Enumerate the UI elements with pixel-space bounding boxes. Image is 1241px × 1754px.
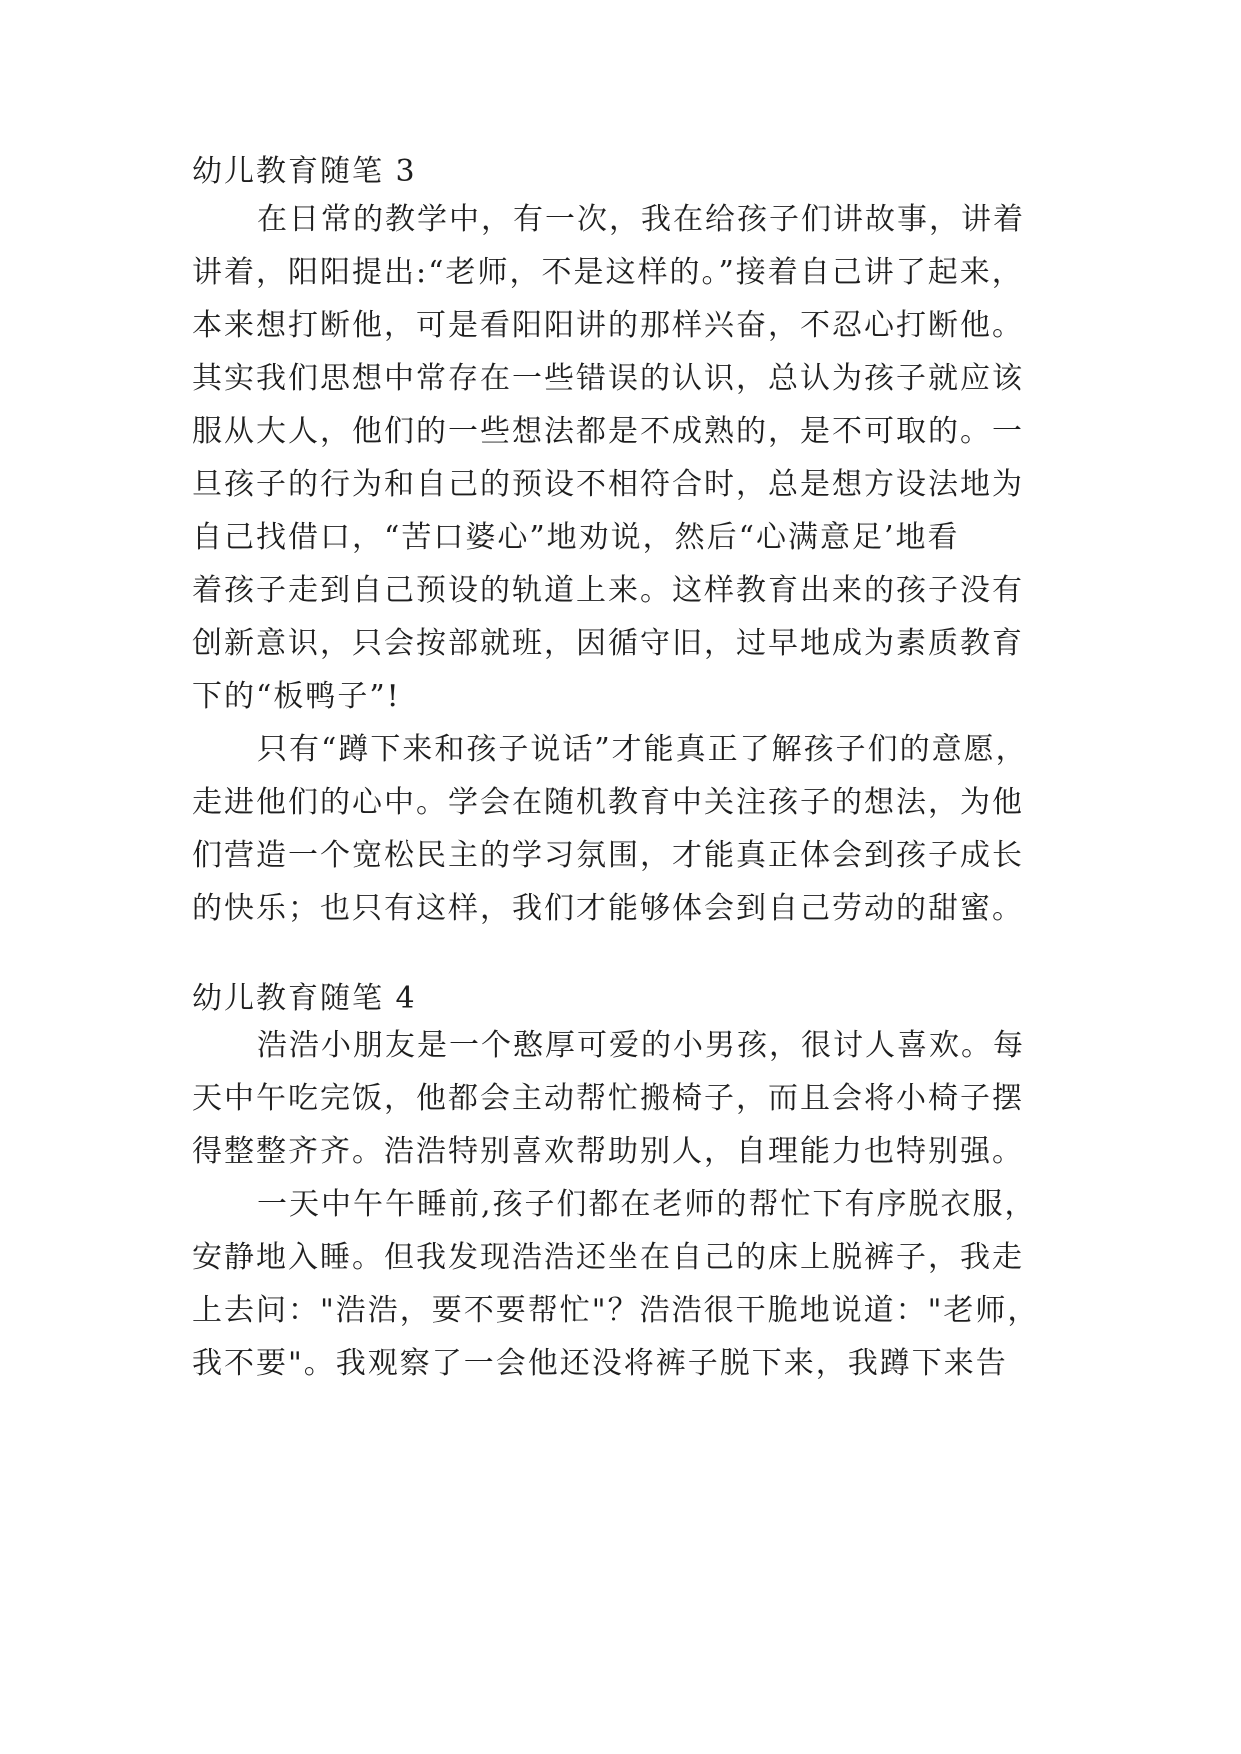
paragraph-line: 本来想打断他，可是看阳阳讲的那样兴奋，不忍心打断他。 bbox=[192, 308, 1024, 343]
paragraph-line: 得整整齐齐。浩浩特别喜欢帮助别人，自理能力也特别强。 bbox=[192, 1134, 1024, 1169]
section-title: 幼儿教育随笔 4 bbox=[192, 981, 417, 1016]
paragraph-line: 创新意识，只会按部就班，因循守旧，过早地成为素质教育 bbox=[192, 626, 1024, 661]
paragraph-line: 一天中午午睡前,孩子们都在老师的帮忙下有序脱衣服， bbox=[257, 1187, 1037, 1222]
paragraph-line: 走进他们的心中。学会在随机教育中关注孩子的想法，为他 bbox=[192, 785, 1024, 820]
paragraph-line: 着孩子走到自己预设的轨道上来。这样教育出来的孩子没有 bbox=[192, 573, 1024, 608]
paragraph-line: 自己找借口，“苦口婆心”地劝说，然后“心满意足’地看 bbox=[192, 520, 960, 555]
paragraph-line: 只有“蹲下来和孩子说话”才能真正了解孩子们的意愿， bbox=[257, 732, 1028, 767]
paragraph-line: 服从大人，他们的一些想法都是不成熟的，是不可取的。一 bbox=[192, 414, 1024, 449]
paragraph-line: 天中午吃完饭，他都会主动帮忙搬椅子，而且会将小椅子摆 bbox=[192, 1081, 1024, 1116]
paragraph-line: 讲着，阳阳提出:“老师，不是这样的。”接着自己讲了起来， bbox=[192, 255, 1024, 290]
paragraph-line: 在日常的教学中，有一次，我在给孩子们讲故事，讲着 bbox=[257, 202, 1025, 237]
paragraph-line: 我不要"。我观察了一会他还没将裤子脱下来，我蹲下来告 bbox=[192, 1346, 1008, 1381]
paragraph-line: 的快乐；也只有这样，我们才能够体会到自己劳动的甜蜜。 bbox=[192, 891, 1024, 926]
paragraph-line: 其实我们思想中常存在一些错误的认识，总认为孩子就应该 bbox=[192, 361, 1024, 396]
paragraph-line: 浩浩小朋友是一个憨厚可爱的小男孩，很讨人喜欢。每 bbox=[257, 1028, 1025, 1063]
paragraph-line: 上去问："浩浩，要不要帮忙"？浩浩很干脆地说道："老师， bbox=[192, 1293, 1040, 1328]
section-title: 幼儿教育随笔 3 bbox=[192, 154, 417, 189]
paragraph-line: 们营造一个宽松民主的学习氛围，才能真正体会到孩子成长 bbox=[192, 838, 1024, 873]
paragraph-line: 旦孩子的行为和自己的预设不相符合时，总是想方设法地为 bbox=[192, 467, 1024, 502]
paragraph-line: 安静地入睡。但我发现浩浩还坐在自己的床上脱裤子，我走 bbox=[192, 1240, 1024, 1275]
paragraph-line: 下的“板鸭子”! bbox=[192, 679, 401, 714]
